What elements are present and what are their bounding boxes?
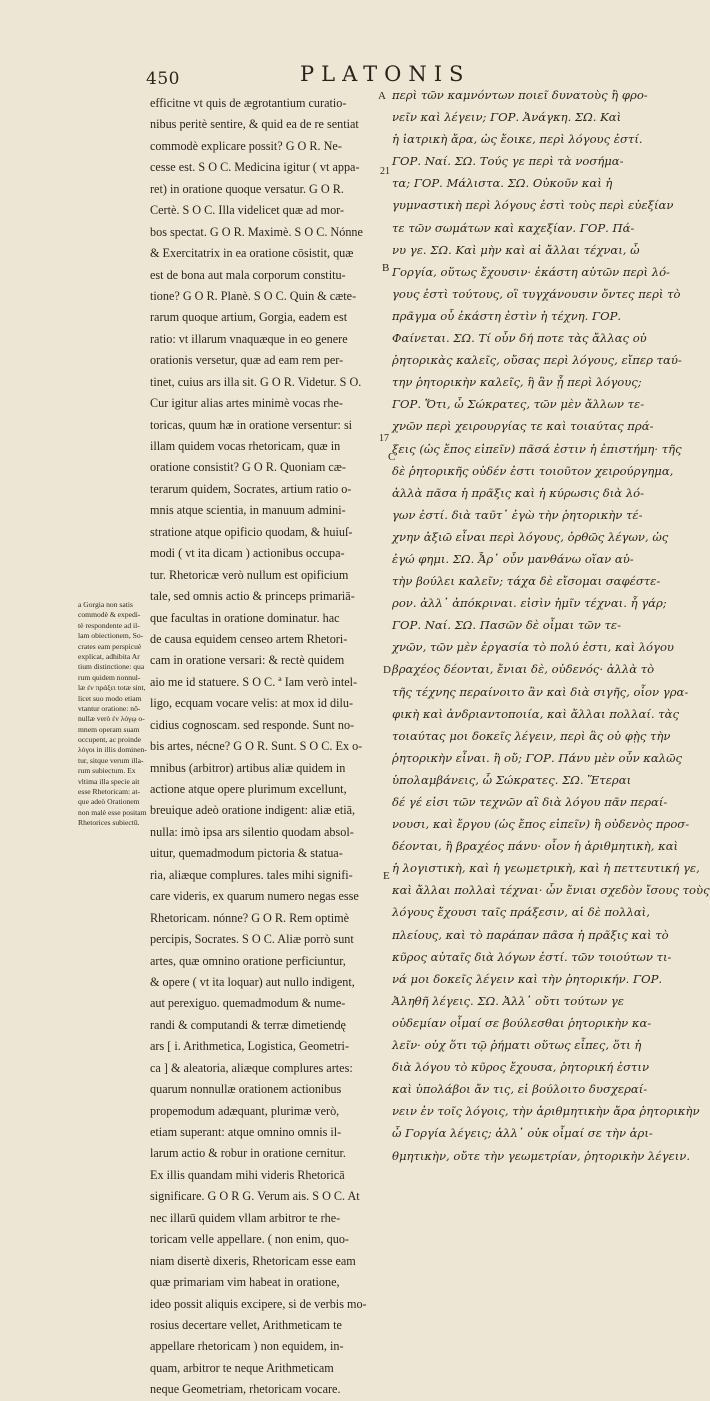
marginal-note-line: Rhetorices subiectū. bbox=[78, 818, 140, 828]
latin-text-line: toricas, quum hæ in oratione versentur: si bbox=[150, 417, 353, 432]
greek-text-line: περὶ τῶν καμνόντων ποιεῖ δυνατοὺς ἢ φρο- bbox=[392, 88, 648, 102]
greek-text-line: φικὴ καὶ ἀνδριαντοποιία, καὶ ἄλλαι πολλαί. τὰς bbox=[392, 706, 679, 721]
marginal-note-line: occupent, ac proinde bbox=[78, 735, 142, 745]
marginal-note-line: tur, sitque verum illa- bbox=[78, 755, 144, 765]
marginal-note-line: esse Rhetoricam: at- bbox=[78, 787, 140, 797]
latin-text-line: significare. G O R G. Verum ais. S O C. At bbox=[150, 1189, 360, 1204]
greek-text-line: ἐγώ φημι. ΣΩ. Ἆρ᾽ οὖν μανθάνω οἵαν αὐ- bbox=[392, 551, 634, 566]
latin-text-line: que facultas in oratione dominatur. hac bbox=[150, 610, 340, 625]
latin-text-line: aio me id statuere. S O C. ª Iam verò intel- bbox=[150, 674, 358, 689]
greek-text-line: δέ γέ εἰσι τῶν τεχνῶν αἳ διὰ λόγου πᾶν περαί- bbox=[392, 795, 668, 809]
margin-letter-b: B bbox=[382, 262, 390, 274]
latin-text-line: & opere ( vt ita loquar) aut nullo indigent, bbox=[150, 974, 355, 989]
greek-text-line: νά μοι δοκεῖς λέγειν καὶ τὴν ῥητορικήν. ΓΟΡ. bbox=[392, 971, 663, 986]
greek-text-line: Φαίνεται. ΣΩ. Τί οὖν δή ποτε τὰς ἄλλας οὐ bbox=[392, 331, 647, 346]
greek-text-line: βραχέος δέονται, ἔνιαι δὲ, οὐδενός· ἀλλὰ τὸ bbox=[392, 662, 655, 677]
greek-text-line: θμητικὴν, οὔτε τὴν γεωμετρίαν, ῥητορικὴν λέγειν. bbox=[392, 1148, 691, 1163]
latin-text-line: propemodum adæquant, plurimæ verò, bbox=[150, 1103, 340, 1118]
marginal-note-line: vltima illa specie ait bbox=[78, 776, 140, 786]
latin-text-line: etiam superant: atque omnino omnis il- bbox=[150, 1125, 342, 1139]
greek-text-line: Γοργία, οὕτως ἔχουσιν· ἑκάστη αὐτῶν περὶ λό- bbox=[392, 264, 670, 279]
latin-text-line: tinet, cuius ars illa sit. G O R. Videtur. S O. bbox=[150, 374, 362, 389]
greek-text-line: λόγους ἔχουσι ταῖς πράξεσιν, αἱ δὲ πολλαὶ, bbox=[392, 905, 650, 920]
latin-text-line: rosius decertare vellet, Arithmeticam te bbox=[150, 1317, 342, 1332]
latin-text-line: mnibus (arbitror) artibus aliæ quidem in bbox=[150, 760, 346, 775]
running-title: PLATONIS bbox=[300, 62, 471, 86]
latin-text-line: cesse est. S O C. Medicina igitur ( vt appa- bbox=[150, 160, 360, 175]
marginal-note-line: rum quidem nonnul- bbox=[78, 672, 141, 682]
latin-text-line: ars [ i. Arithmetica, Logistica, Geometri- bbox=[150, 1039, 349, 1054]
latin-text-line: modi ( vt ita dicam ) actionibus occupa- bbox=[150, 546, 345, 561]
marginal-note-line: tè respondente ad il- bbox=[78, 620, 140, 630]
latin-text-line: quæ primariam vim habeat in oratione, bbox=[150, 1275, 340, 1290]
greek-text-line: γυμναστικὴ περὶ λόγους ἐστὶ τοὺς περὶ εὐεξίαν bbox=[392, 198, 674, 213]
greek-text-line: τε τῶν σωμάτων καὶ καχεξίαν. ΓΟΡ. Πά- bbox=[392, 220, 635, 235]
marginal-note-line: que adeò Orationem bbox=[78, 797, 140, 807]
latin-text-line: ideo possit aliquis excipere, si de verbis mo- bbox=[150, 1296, 367, 1311]
margin-letter-a: A bbox=[378, 90, 386, 102]
latin-text-line: illam quidem vocas rhetoricam, quæ in bbox=[150, 439, 341, 453]
latin-text-line: tur. Rhetoricæ verò nullum est opificium bbox=[150, 567, 349, 582]
latin-text-line: aut perexiguo. quemadmodum & nume- bbox=[150, 996, 346, 1011]
marginal-note-line: vtantur oratione: nō- bbox=[78, 703, 141, 713]
greek-text-line: πρᾶγμα οὗ ἑκάστη ἐστὶν ἡ τέχνη. ΓΟΡ. bbox=[392, 308, 622, 323]
greek-text-line: νυ γε. ΣΩ. Καὶ μὴν καὶ αἱ ἄλλαι τέχναι, ὦ bbox=[392, 242, 640, 257]
latin-text-line: & Exercitatrix in ea oratione cōsistit, quæ bbox=[150, 246, 354, 261]
latin-text-line: nulla: imò ipsa ars silentio quodam absol- bbox=[150, 824, 354, 839]
latin-text-line: uitur, quemadmodum pictoria & statua- bbox=[150, 846, 343, 861]
greek-text-line: ὦ Γοργία λέγεις; ἀλλ᾽ οὐκ οἶμαί σε τὴν ἀρι- bbox=[392, 1126, 653, 1141]
latin-text-line: neque Geometriam, rhetoricam vocare. bbox=[150, 1382, 341, 1397]
greek-text-line: διὰ λόγου τὸ κῦρος ἔχουσα, ῥητορική ἐστιν bbox=[392, 1060, 649, 1075]
greek-text-line: Ἀληθῆ λέγεις. ΣΩ. Ἀλλ᾽ οὔτι τούτων γε bbox=[392, 993, 625, 1008]
greek-text-line: λεῖν· οὐχ ὅτι τῷ ῥήματι οὕτως εἶπες, ὅτι ἡ bbox=[392, 1038, 642, 1053]
latin-text-line: larum actio & robur in oratione cernitur. bbox=[150, 1146, 346, 1161]
greek-text-line: ΓΟΡ. Ὅτι, ὦ Σώκρατες, τῶν μὲν ἄλλων τε- bbox=[392, 397, 645, 412]
greek-text-line: ἀλλὰ πᾶσα ἡ πρᾶξις καὶ ἡ κύρωσις διὰ λό- bbox=[392, 485, 645, 500]
marginal-note bbox=[78, 600, 160, 829]
latin-text-line: efficitne vt quis de ægrotantium curatio- bbox=[150, 96, 347, 110]
marginal-note-line: mnem operam suam bbox=[78, 724, 140, 734]
greek-text-line: γους ἐστὶ τούτους, οἳ τυγχάνουσιν ὄντες περὶ τὸ bbox=[392, 286, 681, 301]
marginal-note-line: tium distinctione: qua bbox=[78, 662, 145, 672]
latin-text-line: randi & computandi & terræ dimetiendę bbox=[150, 1017, 346, 1032]
greek-text-line: χνην ἀξιῶ εἶναι περὶ λόγους, ὀρθῶς λέγων, ὡς bbox=[392, 529, 669, 544]
latin-text-line: care videris, ex quarum numero negas esse bbox=[150, 889, 359, 904]
latin-text-line: ret) in oratione quoque versatur. G O R. bbox=[150, 181, 344, 196]
greek-text-line: πλείους, καὶ τὸ παράπαν πᾶσα ἡ πρᾶξις καὶ τὸ bbox=[392, 927, 669, 942]
greek-text-line: ΓΟΡ. Ναί. ΣΩ. Πασῶν δὲ οἶμαι τῶν τε- bbox=[392, 618, 621, 633]
greek-text-line: καὶ ἄλλαι πολλαὶ τέχναι· ὧν ἔνιαι σχεδὸν ἴσους τοὺς bbox=[392, 883, 710, 898]
greek-text-line: νειν ἐν τοῖς λόγοις, τὴν ἀριθμητικὴν ἄρα ῥητορικὴν bbox=[392, 1104, 700, 1119]
marginal-note-line: læ ἐν πράξει totæ sint, bbox=[78, 683, 146, 693]
latin-text-line: niam disertè dixeris, Rhetoricam esse eam bbox=[150, 1253, 356, 1268]
greek-text-line: γων ἐστί. διὰ ταῦτ᾽ ἐγὼ τὴν ῥητορικὴν τέ- bbox=[392, 507, 643, 522]
latin-text-line: tione? G O R. Planè. S O C. Quin & cæte- bbox=[150, 288, 357, 303]
marginal-note-line: lam obiectionem, So- bbox=[78, 631, 144, 641]
latin-text-line: ca ] & aleatoria, aliæque complures artes: bbox=[150, 1060, 353, 1075]
marginal-note-line: commodè & expedi- bbox=[78, 610, 141, 620]
latin-text-line: oratione consistit? G O R. Quoniam cæ- bbox=[150, 460, 346, 475]
greek-text-line: ἡ λογιστικὴ, καὶ ἡ γεωμετρικὴ, καὶ ἡ πεττευτική γε, bbox=[392, 861, 700, 876]
greek-text-line: τῆς τέχνης περαίνοιτο ἂν καὶ διὰ σιγῆς, οἷον γρα- bbox=[392, 684, 689, 699]
latin-text-line: Certè. S O C. Illa videlicet quæ ad mor- bbox=[150, 203, 345, 218]
marginal-note-line: explicat, adhibita Ar bbox=[78, 651, 140, 661]
latin-text-line: toricam velle appellare. ( non enim, quo- bbox=[150, 1232, 349, 1247]
marginal-note-line: λόγοι in illis dominen- bbox=[78, 745, 147, 755]
greek-text-line: οὐδεμίαν οἶμαί σε βούλεσθαι ῥητορικὴν κα- bbox=[392, 1015, 652, 1030]
greek-text-line: την ῥητορικὴν καλεῖς, ἣ ἂν ᾖ περὶ λόγους; bbox=[392, 375, 642, 390]
greek-text-column bbox=[392, 84, 710, 1167]
margin-letter-c: C bbox=[388, 451, 396, 463]
latin-text-line: quarum nonnullæ orationem actionibus bbox=[150, 1082, 342, 1097]
latin-text-line: ratio: vt illarum vnaquæque in eo genere bbox=[150, 331, 348, 346]
greek-text-line: ΓΟΡ. Ναί. ΣΩ. Τούς γε περὶ τὰ νοσήμα- bbox=[392, 154, 624, 169]
latin-text-line: actione atque opere plurimum excellunt, bbox=[150, 782, 347, 796]
marginal-note-line: crates eam perspicuè bbox=[78, 641, 142, 651]
latin-text-line: nec illarū quidem vllam arbitror te rhe- bbox=[150, 1210, 341, 1225]
margin-letter-e: E bbox=[383, 870, 390, 882]
latin-text-line: cam in oratione versari: & rectè quidem bbox=[150, 653, 345, 668]
greek-text-line: δέονται, ἢ βραχέος πάνυ· οἷον ἡ ἀριθμητικὴ, καὶ bbox=[392, 839, 679, 854]
latin-text-line: bis artes, nécne? G O R. Sunt. S O C. Ex o- bbox=[150, 739, 363, 754]
latin-text-line: mnis atque scientia, in manuum admini- bbox=[150, 503, 346, 518]
latin-text-line: nibus peritè sentire, & quid ea de re sentiat bbox=[150, 117, 359, 132]
latin-text-line: orationis versetur, quæ ad eam rem per- bbox=[150, 353, 344, 368]
latin-text-line: breuique adeò oratione indigent: aliæ etiā, bbox=[150, 803, 356, 818]
greek-text-line: κῦρος αὐταῖς διὰ λόγων ἐστί. τῶν τοιούτων τι- bbox=[392, 949, 672, 964]
marginal-note-line: rum subiectum. Ex bbox=[78, 766, 136, 776]
latin-text-line: commodè explicare possit? G O R. Ne- bbox=[150, 138, 342, 153]
greek-text-line: νουσι, καὶ ἔργου (ὡς ἔπος εἰπεῖν) ἢ οὐδενὸς προσ- bbox=[392, 817, 690, 832]
margin-number-17: 17 bbox=[379, 433, 389, 444]
greek-text-line: ρον. ἀλλ᾽ ἀπόκριναι. εἰσὶν ἡμῖν τέχναι. ἦ γάρ; bbox=[392, 596, 667, 611]
latin-text-line: terarum quidem, Socrates, artium ratio o- bbox=[150, 481, 352, 496]
latin-text-line: cidius cognoscam. sed responde. Sunt no- bbox=[150, 717, 355, 732]
marginal-note-line: nullæ verò ἐν λόγῳ o- bbox=[78, 714, 145, 724]
latin-text-line: Rhetoricam. nónne? G O R. Rem optimè bbox=[150, 910, 350, 925]
latin-text-line: Cur igitur alias artes minimè vocas rhe- bbox=[150, 396, 343, 411]
greek-text-line: καὶ ὑπολάβοι ἄν τις, εἰ βούλοιτο δυσχεραί- bbox=[392, 1082, 648, 1097]
latin-text-line: percipis, Socrates. S O C. Aliæ porrò sunt bbox=[150, 932, 354, 947]
latin-translation-column bbox=[150, 93, 375, 1401]
latin-text-line: artes, quæ omnino oratione perficiuntur, bbox=[150, 953, 346, 968]
latin-text-line: de causa equidem censeo artem Rhetori- bbox=[150, 631, 348, 646]
greek-text-line: δὲ ῥητορικῆς οὐδέν ἐστι τοιοῦτον χειρούργημα, bbox=[392, 463, 674, 478]
latin-text-line: stratione atque opificio quodam, & huiuſ- bbox=[150, 524, 353, 539]
greek-text-line: ῥητορικὰς καλεῖς, οὔσας περὶ λόγους, εἴπερ ταύ- bbox=[392, 353, 682, 368]
latin-text-line: rarum quoque artium, Gorgia, eadem est bbox=[150, 310, 348, 325]
greek-text-line: χνῶν, τῶν μὲν ἐργασία τὸ πολύ ἐστι, καὶ λόγου bbox=[392, 640, 674, 655]
page-number: 450 bbox=[146, 69, 180, 89]
latin-text-line: ria, aliæque complures. tales mihi signifi- bbox=[150, 867, 353, 882]
marginal-note-line: a Gorgia non satis bbox=[78, 600, 133, 609]
greek-text-line: ἡ ἰατρικὴ ἄρα, ὡς ἔοικε, περὶ λόγους ἐστί. bbox=[392, 132, 643, 147]
marginal-note-line: non malè esse positam bbox=[78, 807, 147, 817]
latin-text-line: bos spectat. G O R. Maximè. S O C. Nónne bbox=[150, 224, 363, 239]
latin-text-line: tale, sed omnis actio & princeps primariā- bbox=[150, 589, 355, 604]
latin-text-line: ligo, ecquam vocare velis: at mox id dilu- bbox=[150, 696, 354, 711]
greek-text-line: ξεις (ὡς ἔπος εἰπεῖν) πᾶσά ἐστιν ἡ ἐπιστήμη· τῆς bbox=[392, 441, 682, 456]
margin-letter-d: D bbox=[383, 664, 391, 676]
greek-text-line: τοιαύτας μοι δοκεῖς λέγειν, περὶ ἃς οὐ φῂς τὴν bbox=[392, 728, 671, 743]
latin-text-line: appellare rhetoricam ) non equidem, in- bbox=[150, 1339, 344, 1354]
greek-text-line: ὑπολαμβάνεις, ὦ Σώκρατες. ΣΩ. Ἕτεραι bbox=[392, 772, 632, 787]
greek-text-line: χνῶν περὶ χειρουργίας τε καὶ τοιαύτας πρά- bbox=[392, 419, 654, 434]
greek-text-line: τὴν βούλει καλεῖν; τάχα δὲ εἴσομαι σαφέστε- bbox=[392, 574, 661, 589]
latin-text-line: quam, arbitror te neque Arithmeticam bbox=[150, 1360, 334, 1375]
marginal-note-line: licet suo modo etiam bbox=[78, 693, 142, 703]
greek-text-line: ῥητορικὴν εἶναι. ἢ οὔ; ΓΟΡ. Πάνυ μὲν οὖν καλῶς bbox=[392, 750, 683, 765]
greek-text-line: νεῖν καὶ λέγειν; ΓΟΡ. Ἀνάγκη. ΣΩ. Καὶ bbox=[392, 110, 622, 125]
greek-text-line: τα; ΓΟΡ. Μάλιστα. ΣΩ. Οὐκοῦν καὶ ἡ bbox=[392, 176, 613, 191]
latin-text-line: est de bona aut mala corporum constitu- bbox=[150, 267, 346, 282]
margin-number-21: 21 bbox=[380, 166, 390, 177]
latin-text-line: Ex illis quandam mihi videris Rhetoricā bbox=[150, 1167, 345, 1182]
